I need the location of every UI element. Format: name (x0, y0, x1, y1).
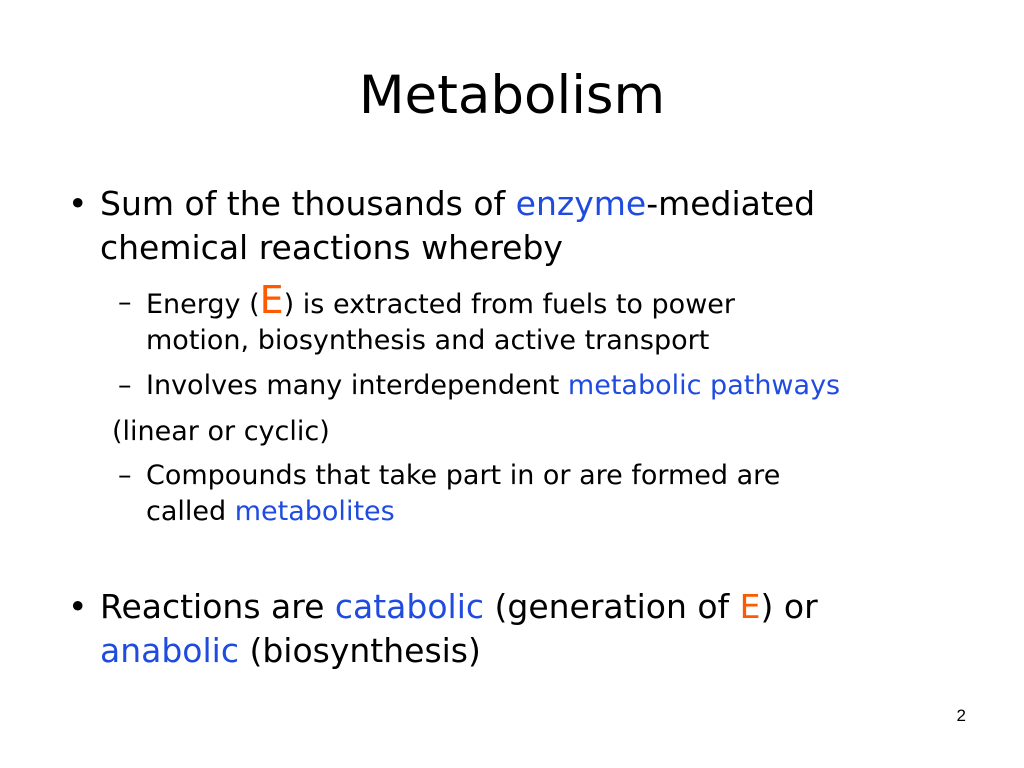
term-anabolic: anabolic (100, 631, 239, 670)
text-span: (generation of (484, 587, 740, 626)
bullet-line (100, 182, 970, 226)
text-span: ) is extracted from fuels to power (283, 289, 735, 320)
term-metabolic-pathways: metabolic pathways (567, 370, 841, 401)
term-metabolites: metabolites (234, 496, 395, 527)
term-catabolic: catabolic (334, 587, 485, 626)
text-span: called (146, 496, 235, 527)
bullet-text (100, 182, 970, 270)
sub-bullet-text (146, 458, 936, 530)
bullet-marker: • (68, 587, 88, 626)
page-number: 2 (956, 706, 966, 725)
bullet-marker: • (68, 184, 88, 223)
sub-bullet-line: motion, biosynthesis and active transport (146, 325, 710, 356)
sub-bullet-marker: – (118, 287, 132, 318)
plain-text-line: (linear or cyclic) (112, 416, 330, 447)
energy-symbol: E (259, 278, 284, 322)
sub-bullet-line (146, 494, 936, 530)
sub-bullet-marker: – (118, 370, 132, 401)
bullet-text (100, 585, 970, 673)
text-span: ) or (760, 587, 818, 626)
sub-bullet-text (146, 368, 936, 404)
bullet-line: chemical reactions whereby (100, 228, 563, 267)
term-enzyme: enzyme (515, 184, 647, 223)
text-span: -mediated (646, 184, 816, 223)
sub-bullet-line (146, 368, 936, 404)
text-span: Reactions are (100, 587, 335, 626)
text-span: (biosynthesis) (238, 631, 481, 670)
slide-title: Metabolism (358, 65, 666, 126)
text-span: Energy ( (146, 289, 260, 320)
sub-bullet-line (146, 278, 936, 323)
text-span: Involves many interdependent (146, 370, 568, 401)
sub-bullet-marker: – (118, 460, 132, 491)
sub-bullet-text (146, 278, 936, 359)
text-span: Sum of the thousands of (100, 184, 516, 223)
sub-bullet-line: Compounds that take part in or are formed are (146, 460, 781, 491)
bullet-line (100, 629, 970, 673)
bullet-line (100, 585, 970, 629)
energy-symbol: E (739, 587, 761, 626)
